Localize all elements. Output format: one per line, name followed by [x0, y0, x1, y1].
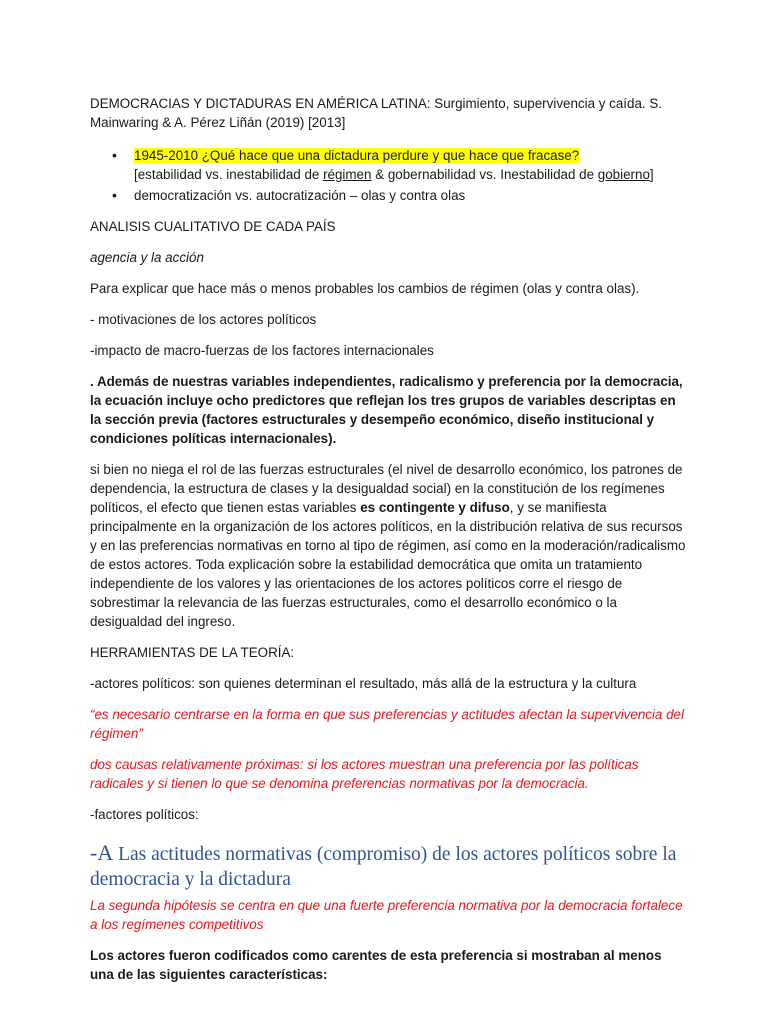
red-dos-causas: dos causas relativamente próximas: si los actores muestran una preferencia por las políticas radicales y si tienen lo que se denomina preferencias normativas por la democracia.	[90, 757, 639, 791]
paragraph-si-bien	[90, 460, 688, 631]
paragraph-ademas: . Además de nuestras variables independientes, radicalismo y preferencia por la democracia, la ecuación incluye ocho predictores que reflejan los tres grupos de variables descriptas en la sección previa (factores estructurales y desempeño económico, diseño institucional y condiciones políticas internacionales).	[90, 374, 683, 446]
underlined-regimen: régimen	[323, 167, 372, 182]
subheading-marker: -A	[90, 840, 114, 865]
section-heading-analisis: ANALISIS CUALITATIVO DE CADA PAÍS	[90, 219, 336, 234]
paragraph-text: si bien no niega el rol de las fuerzas estructurales (el nivel de desarrollo económico, los patrones de dependencia, la estructura de clases y la desigualdad social) en la constitución de los regímenes políticos, el efecto que tienen estas variables	[90, 462, 683, 515]
document-title: DEMOCRACIAS Y DICTADURAS EN AMÉRICA LATINA: Surgimiento, supervivencia y caída. S. Mainwaring & A. Pérez Liñán (2019) [2013]	[90, 96, 663, 130]
underlined-gobierno: gobierno	[597, 167, 650, 182]
bullet-text: democratización vs. autocratización – olas y contra olas	[134, 188, 466, 203]
paragraph-codificados: Los actores fueron codificados como carentes de esta preferencia si mostraban al menos una de las siguientes características:	[90, 948, 662, 982]
highlighted-question: 1945-2010 ¿Qué hace que una dictadura perdure y que hace que fracase?	[134, 148, 580, 163]
paragraph-text: , y se manifiesta principalmente en la organización de los actores políticos, en la distribución relativa de sus recursos y en las preferencias normativas en torno al tipo de régimen, así como en la moderación/radicalismo de estos actores. Toda explicación sobre la estabilidad democrática que omita un tratamiento independiente de los valores y las orientaciones de los actores políticos corre el riesgo de sobrestimar la relevancia de las fuerzas estructurales, como el desarrollo económico o la desigualdad del ingreso.	[90, 500, 686, 629]
bold-contingente: es contingente y difuso	[360, 500, 510, 515]
bullet-text: ]	[649, 167, 654, 182]
paragraph-para-explicar: Para explicar que hace más o menos probables los cambios de régimen (olas y contra olas).	[90, 281, 640, 296]
bullet-dot: •	[112, 147, 117, 163]
bullet-text: [estabilidad vs. inestabilidad de	[134, 167, 324, 182]
paragraph-actores: -actores políticos: son quienes determinan el resultado, más allá de la estructura y la cultura	[90, 676, 637, 691]
section-heading-herramientas: HERRAMIENTAS DE LA TEORÍA:	[90, 645, 295, 660]
bullet-text: & gobernabilidad vs. Inestabilidad de	[371, 167, 598, 182]
bullet-item-period	[112, 146, 688, 184]
red-segunda-hipotesis: La segunda hipótesis se centra en que una fuerte preferencia normativa por la democracia fortalece a los regímenes competitivos	[90, 898, 683, 932]
subheading-actitudes	[90, 840, 688, 892]
list-line-impacto: -impacto de macro-fuerzas de los factores internacionales	[90, 343, 434, 358]
list-line-motivaciones: - motivaciones de los actores políticos	[90, 312, 317, 327]
red-quote: “es necesario centrarse en la forma en que sus preferencias y actitudes afectan la supervivencia del régimen”	[90, 707, 684, 741]
bullet-list	[90, 146, 688, 205]
paragraph-factores: -factores políticos:	[90, 807, 199, 822]
agencia-italic: agencia y la acción	[90, 250, 204, 265]
bullet-item-democratizacion	[112, 186, 688, 205]
bullet-dot: •	[112, 187, 117, 203]
subheading-text: Las actitudes normativas (compromiso) de los actores políticos sobre la democracia y la dictadura	[90, 844, 677, 890]
